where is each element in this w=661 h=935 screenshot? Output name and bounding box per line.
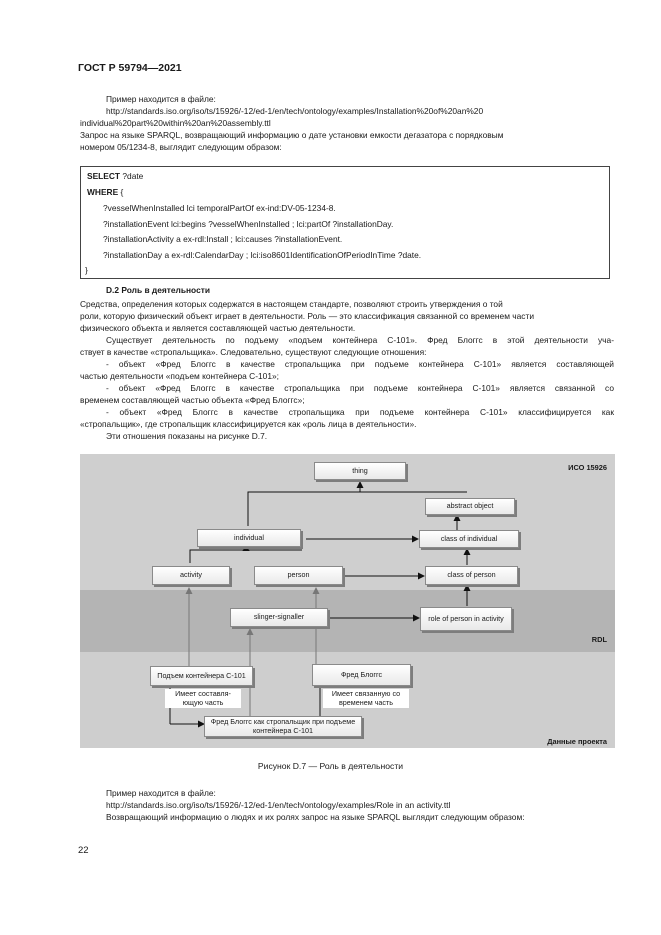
example-url-continuation[interactable]: individual%20part%20within%20an%20assembly.ttl: [80, 118, 271, 128]
node-class-of-person: class of person: [425, 566, 518, 585]
paragraph-line: частью деятельности «подъем контейнера С-101»;: [80, 371, 279, 381]
paragraph-line: - объект «Фред Блоггс в качестве стропальщика при подъеме контейнера С-101» классифицируется как: [106, 407, 614, 417]
code-line: ?installationEvent lci:begins ?vesselWhenInstalled ; lci:partOf ?installationDay.: [103, 219, 394, 229]
node-person: person: [254, 566, 343, 585]
paragraph-line: ствует в качестве «стропальщика». Следовательно, существуют следующие отношения:: [80, 347, 427, 357]
code-line: ?installationDay a ex-rdl:CalendarDay ; lci:iso8601IdentificationOfPeriodInTime ?date.: [103, 250, 422, 260]
rdl-band-label: RDL: [591, 635, 607, 644]
query-intro: Возвращающий информацию о людях и их ролях запрос на языке SPARQL выглядит следующим образом:: [106, 812, 525, 822]
page-header: ГОСТ Р 59794—2021: [78, 62, 182, 74]
node-slinger-signaller: slinger-signaller: [230, 608, 328, 627]
node-abstract-object: abstract object: [425, 498, 515, 515]
section-title: D.2 Роль в деятельности: [106, 285, 210, 295]
code-close-brace: }: [85, 265, 88, 275]
iso-band-label: ИСО 15926: [568, 463, 607, 472]
example-url[interactable]: http://standards.iso.org/iso/ts/15926/-12/ed-1/en/tech/ontology/examples/Role in an activity.ttl: [106, 800, 451, 810]
paragraph-line: «стропальщик», где стропальщик классифицируется как «роль лица в деятельности».: [80, 419, 417, 429]
node-class-of-individual: class of individual: [419, 530, 519, 548]
paragraph-line: Эти отношения показаны на рисунке D.7.: [106, 431, 268, 441]
node-thing: thing: [314, 462, 406, 480]
example-label: Пример находится в файле:: [106, 94, 216, 104]
query-intro: Запрос на языке SPARQL, возвращающий информацию о дате установки емкости дегазатора с порядковым: [80, 130, 504, 140]
paragraph-line: физического объекта и является составляющей частью деятельности.: [80, 323, 356, 333]
code-line: ?installationActivity a ex-rdl:Install ; lci:causes ?installationEvent.: [103, 234, 343, 244]
node-fred-bloggs: Фред Блоггс: [312, 664, 411, 686]
node-fred-as-slinger: Фред Блоггс как стропальщик при подъеме контейнера С-101: [204, 716, 362, 737]
paragraph-line: - объект «Фред Блоггс в качестве стропальщика при подъеме контейнера С-101» является связанной со: [106, 383, 614, 393]
paragraph-line: Средства, определения которых содержатся в настоящем стандарте, позволяют строить утверждения о той: [80, 299, 503, 309]
paragraph-line: Существует деятельность по подъему «подъем контейнера С-101». Фред Блоггс в этой деятельности уча-: [106, 335, 614, 345]
page-number: 22: [78, 845, 89, 856]
figure-caption: Рисунок D.7 — Роль в деятельности: [257, 761, 404, 771]
example-url[interactable]: http://standards.iso.org/iso/ts/15926/-12/ed-1/en/tech/ontology/examples/Installation%20of%20an%20: [106, 106, 484, 116]
example-label: Пример находится в файле:: [106, 788, 216, 798]
has-part-label: Имеет составля-ющую часть: [165, 689, 241, 708]
project-band-label: Данные проекта: [547, 737, 607, 746]
node-lift-activity: Подъем контейнера С-101: [150, 666, 253, 686]
paragraph-line: роли, которую физический объект играет в деятельности. Роль — это классификация связанной со временем части: [80, 311, 535, 321]
code-select-line: SELECT ?date: [87, 171, 144, 181]
code-where-line: WHERE {: [87, 187, 124, 197]
code-line: ?vesselWhenInstalled lci temporalPartOf ex-ind:DV-05-1234-8.: [103, 203, 336, 213]
node-role-of-person-in-activity: role of person in activity: [420, 607, 512, 631]
query-intro-continuation: номером 05/1234-8, выглядит следующим образом:: [80, 142, 282, 152]
role-diagram: [80, 454, 615, 748]
paragraph-line: - объект «Фред Блоггс в качестве стропальщика при подъеме контейнера С-101» является составляющей: [106, 359, 614, 369]
node-activity: activity: [152, 566, 230, 585]
sparql-code-block: [80, 166, 610, 279]
has-temporal-part-label: Имеет связанную со временем часть: [323, 689, 409, 708]
node-individual: individual: [197, 529, 301, 547]
paragraph-line: временем составляющей частью объекта «Фред Блоггс»;: [80, 395, 305, 405]
